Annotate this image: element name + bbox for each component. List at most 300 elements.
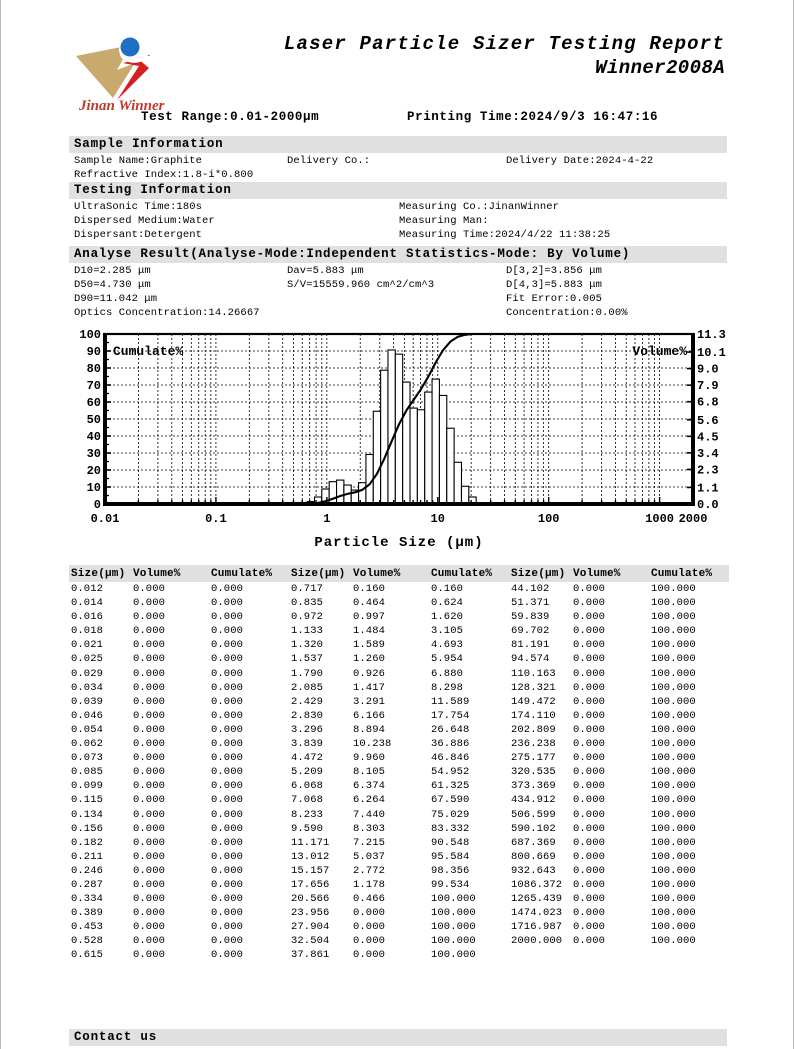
contact-us-footer: Contact us — [69, 1029, 727, 1046]
table-row — [69, 864, 729, 878]
table-cell: 590.102 — [511, 822, 556, 835]
x-axis-tick-label: 0.01 — [90, 512, 120, 526]
table-cell: 1.260 — [353, 653, 386, 666]
table-row — [69, 779, 729, 793]
table-cell: 4.472 — [291, 752, 324, 765]
table-cell: 100.000 — [651, 836, 696, 849]
table-row — [69, 878, 729, 892]
optics-concentration-value: Optics Concentration:14.26667 — [74, 307, 260, 319]
table-cell: 37.861 — [291, 949, 330, 962]
table-row — [69, 596, 729, 610]
right-axis-tick-label: 3.4 — [697, 446, 719, 461]
table-cell: 0.000 — [211, 695, 244, 708]
table-cell: 0.287 — [71, 878, 104, 891]
delivery-co: Delivery Co.: — [287, 155, 371, 167]
table-cell: 1086.372 — [511, 878, 563, 891]
table-cell: 0.000 — [133, 836, 166, 849]
table-cell: 0.018 — [71, 625, 104, 638]
table-cell: 0.000 — [133, 878, 166, 891]
ultrasonic-time: UltraSonic Time:180s — [74, 201, 203, 213]
table-cell: 0.000 — [211, 850, 244, 863]
table-cell: 0.000 — [133, 766, 166, 779]
table-cell: 0.000 — [133, 653, 166, 666]
table-cell: 100.000 — [651, 667, 696, 680]
table-cell: 100.000 — [651, 808, 696, 821]
table-cell: 5.954 — [431, 653, 464, 666]
table-row — [69, 681, 729, 695]
histogram-bar — [337, 480, 344, 504]
table-row — [69, 624, 729, 638]
table-cell: 0.000 — [573, 907, 606, 920]
table-cell: 6.880 — [431, 667, 464, 680]
table-cell: 0.000 — [211, 864, 244, 877]
report-title — [284, 32, 725, 80]
right-axis-tick-label: 2.3 — [697, 463, 719, 478]
table-row — [69, 850, 729, 864]
table-cell: 0.615 — [71, 949, 104, 962]
left-axis-tick-label: 100 — [79, 328, 101, 342]
table-cell: 100.000 — [651, 935, 696, 948]
table-cell: 15.157 — [291, 864, 330, 877]
table-cell: 0.000 — [353, 921, 386, 934]
table-cell: 0.000 — [573, 822, 606, 835]
cumulate-series-label: Cumulate% — [113, 344, 184, 359]
right-axis-tick-label: 11.3 — [697, 328, 726, 342]
table-row — [69, 723, 729, 737]
table-cell: 100.000 — [651, 695, 696, 708]
table-cell: 0.000 — [573, 935, 606, 948]
table-cell: 0.000 — [211, 836, 244, 849]
x-axis-tick-label: 10 — [430, 512, 445, 526]
table-column-header: Cumulate% — [649, 565, 729, 582]
table-cell: 3.291 — [353, 695, 386, 708]
table-cell: 0.246 — [71, 864, 104, 877]
table-cell: 17.754 — [431, 709, 470, 722]
table-cell: 100.000 — [651, 597, 696, 610]
table-cell: 0.624 — [431, 597, 464, 610]
table-cell: 36.886 — [431, 738, 470, 751]
table-cell: 0.160 — [431, 583, 464, 595]
table-cell: 1.537 — [291, 653, 324, 666]
table-row — [69, 709, 729, 723]
table-row — [69, 638, 729, 652]
table-cell: 100.000 — [651, 893, 696, 906]
table-cell: 100.000 — [651, 738, 696, 751]
table-cell: 100.000 — [431, 935, 476, 948]
table-row — [69, 667, 729, 681]
left-axis-tick-label: 90 — [86, 345, 101, 359]
sample-name: Sample Name:Graphite — [74, 155, 203, 167]
concentration-value: Concentration:0.00% — [506, 307, 628, 319]
table-cell: 0.016 — [71, 611, 104, 624]
table-cell: 2.085 — [291, 681, 324, 694]
table-cell: 100.000 — [651, 822, 696, 835]
table-cell: 0.000 — [573, 653, 606, 666]
table-row — [69, 934, 729, 948]
chart-canvas — [69, 328, 727, 550]
left-axis-tick-label: 30 — [86, 447, 101, 461]
left-axis-tick-label: 0 — [93, 498, 101, 512]
dispersed-medium: Dispersed Medium:Water — [74, 215, 215, 227]
right-axis-tick-label: 5.6 — [697, 413, 719, 428]
table-cell: 100.000 — [651, 723, 696, 736]
x-axis-tick-label: 1000 — [645, 512, 675, 526]
table-cell: 0.000 — [573, 752, 606, 765]
sample-information-body — [69, 153, 727, 182]
testing-information-heading: Testing Information — [69, 182, 727, 199]
left-axis-tick-label: 10 — [86, 481, 101, 495]
d90-value: D90=11.042 μm — [74, 293, 158, 305]
dispersant: Dispersant:Detergent — [74, 229, 203, 241]
table-cell: 0.014 — [71, 597, 104, 610]
table-cell: 0.073 — [71, 752, 104, 765]
table-cell: 0.000 — [133, 583, 166, 595]
histogram-bar — [461, 486, 468, 504]
table-cell: 0.972 — [291, 611, 324, 624]
table-cell: 0.134 — [71, 808, 104, 821]
table-cell: 1.484 — [353, 625, 386, 638]
table-cell: 100.000 — [651, 681, 696, 694]
fit-error-value: Fit Error:0.005 — [506, 293, 603, 305]
table-cell: 100.000 — [431, 907, 476, 920]
table-cell: 0.211 — [71, 850, 104, 863]
table-cell: 9.960 — [353, 752, 386, 765]
table-cell: 69.702 — [511, 625, 550, 638]
table-cell: 0.466 — [353, 893, 386, 906]
table-cell: 0.000 — [211, 780, 244, 793]
table-cell: 0.000 — [353, 907, 386, 920]
table-cell: 1.790 — [291, 667, 324, 680]
table-cell: 1.589 — [353, 639, 386, 652]
table-cell: 0.000 — [133, 723, 166, 736]
table-cell: 32.504 — [291, 935, 330, 948]
measuring-time: Measuring Time:2024/4/22 11:38:25 — [399, 229, 611, 241]
table-cell: 95.584 — [431, 850, 470, 863]
report-title-line1: Laser Particle Sizer Testing Report — [283, 33, 725, 55]
table-cell: 687.369 — [511, 836, 556, 849]
analyse-result-heading: Analyse Result(Analyse-Mode:Independent Statistics-Mode: By Volume) — [69, 246, 727, 263]
table-column-header: Size(μm) — [289, 565, 351, 582]
table-cell: 0.156 — [71, 822, 104, 835]
table-cell: 0.000 — [573, 836, 606, 849]
table-column-header: Cumulate% — [429, 565, 509, 582]
table-column-header: Cumulate% — [209, 565, 289, 582]
table-cell: 0.000 — [573, 681, 606, 694]
table-cell: 2000.000 — [511, 935, 563, 948]
printing-time-value: Printing Time:2024/9/3 16:47:16 — [407, 110, 659, 124]
table-cell: 1716.987 — [511, 921, 563, 934]
table-cell: 100.000 — [651, 794, 696, 807]
table-cell: 1474.023 — [511, 907, 563, 920]
particle-size-distribution-chart — [69, 328, 727, 553]
table-cell — [571, 948, 649, 962]
table-cell: 44.102 — [511, 583, 550, 595]
table-cell: 8.894 — [353, 723, 386, 736]
table-cell: 0.000 — [133, 695, 166, 708]
table-cell: 0.000 — [133, 611, 166, 624]
table-cell: 7.440 — [353, 808, 386, 821]
table-cell: 9.590 — [291, 822, 324, 835]
table-cell: 0.000 — [133, 907, 166, 920]
table-cell: 0.000 — [573, 794, 606, 807]
table-cell: 27.904 — [291, 921, 330, 934]
table-cell: 0.997 — [353, 611, 386, 624]
table-cell: 100.000 — [651, 709, 696, 722]
table-cell: 61.325 — [431, 780, 470, 793]
table-row — [69, 892, 729, 906]
right-axis-tick-label: 0.0 — [697, 498, 719, 512]
table-cell: 0.000 — [211, 611, 244, 624]
histogram-bar — [410, 408, 417, 504]
table-cell: 0.000 — [573, 709, 606, 722]
measuring-man: Measuring Man: — [399, 215, 489, 227]
table-cell: 0.000 — [573, 667, 606, 680]
right-axis-tick-label: 7.9 — [697, 379, 719, 394]
table-cell: 100.000 — [651, 752, 696, 765]
table-cell: 0.000 — [133, 709, 166, 722]
table-cell: 0.000 — [573, 611, 606, 624]
table-cell: 100.000 — [651, 625, 696, 638]
table-cell: 0.000 — [573, 723, 606, 736]
table-cell: 0.099 — [71, 780, 104, 793]
table-row — [69, 695, 729, 709]
table-cell: 7.215 — [353, 836, 386, 849]
table-cell: 54.952 — [431, 766, 470, 779]
table-cell: 0.000 — [133, 639, 166, 652]
histogram-bar — [381, 370, 388, 504]
table-cell: 100.000 — [651, 639, 696, 652]
table-cell: 8.303 — [353, 822, 386, 835]
d43-value: D[4,3]=5.883 μm — [506, 279, 603, 291]
table-cell: 0.000 — [573, 597, 606, 610]
table-cell: 100.000 — [651, 850, 696, 863]
table-cell: 100.000 — [651, 921, 696, 934]
right-axis-tick-label: 6.8 — [697, 395, 719, 410]
table-cell: 0.717 — [291, 583, 324, 595]
table-cell: 0.000 — [133, 949, 166, 962]
table-cell: 0.000 — [211, 808, 244, 821]
histogram-bar — [454, 462, 461, 504]
table-cell: 0.453 — [71, 921, 104, 934]
table-cell: 0.000 — [211, 893, 244, 906]
table-row — [69, 610, 729, 624]
table-cell — [509, 948, 571, 962]
table-cell: 128.321 — [511, 681, 556, 694]
table-cell: 0.000 — [573, 766, 606, 779]
table-column-header: Size(μm) — [69, 565, 131, 582]
table-cell: 6.068 — [291, 780, 324, 793]
table-cell: 0.160 — [353, 583, 386, 595]
table-cell: 0.000 — [573, 695, 606, 708]
histogram-bar — [439, 395, 446, 504]
table-cell: 0.000 — [133, 597, 166, 610]
table-cell: 0.000 — [211, 794, 244, 807]
table-cell: 1265.439 — [511, 893, 563, 906]
table-cell: 0.000 — [573, 738, 606, 751]
table-cell: 0.062 — [71, 738, 104, 751]
table-cell: 0.000 — [211, 723, 244, 736]
table-cell: 100.000 — [651, 780, 696, 793]
table-cell: 3.296 — [291, 723, 324, 736]
table-cell: 0.000 — [133, 864, 166, 877]
table-cell: 0.000 — [573, 921, 606, 934]
table-cell: 0.528 — [71, 935, 104, 948]
table-cell: 6.374 — [353, 780, 386, 793]
table-cell: 0.000 — [211, 949, 244, 962]
table-cell: 46.846 — [431, 752, 470, 765]
table-row — [69, 751, 729, 765]
delivery-date: Delivery Date:2024-4-22 — [506, 155, 654, 167]
histogram-bar — [447, 428, 454, 504]
table-cell: 0.085 — [71, 766, 104, 779]
table-cell: 90.548 — [431, 836, 470, 849]
table-cell: 81.191 — [511, 639, 550, 652]
table-cell: 800.669 — [511, 850, 556, 863]
table-cell: 434.912 — [511, 794, 556, 807]
table-cell: 98.356 — [431, 864, 470, 877]
table-cell: 20.566 — [291, 893, 330, 906]
table-cell: 0.046 — [71, 709, 104, 722]
table-cell: 6.166 — [353, 709, 386, 722]
table-cell: 0.000 — [211, 653, 244, 666]
table-cell: 6.264 — [353, 794, 386, 807]
measuring-co: Measuring Co.:JinanWinner — [399, 201, 560, 213]
table-cell: 8.298 — [431, 681, 464, 694]
table-cell: 0.115 — [71, 794, 104, 807]
histogram-bar — [432, 379, 439, 504]
distribution-data-table — [69, 565, 727, 963]
table-cell: 100.000 — [651, 907, 696, 920]
table-cell: 0.000 — [133, 822, 166, 835]
table-cell: 174.110 — [511, 709, 556, 722]
table-cell: 0.000 — [133, 752, 166, 765]
table-row — [69, 652, 729, 666]
table-cell: 1.620 — [431, 611, 464, 624]
table-cell: 0.000 — [211, 639, 244, 652]
d50-value: D50=4.730 μm — [74, 279, 151, 291]
table-cell: 202.809 — [511, 723, 556, 736]
table-cell: 5.209 — [291, 766, 324, 779]
table-row — [69, 836, 729, 850]
table-cell: 320.535 — [511, 766, 556, 779]
table-cell: 0.000 — [211, 583, 244, 595]
d32-value: D[3,2]=3.856 μm — [506, 265, 603, 277]
table-cell: 0.012 — [71, 583, 104, 595]
table-cell: 83.332 — [431, 822, 470, 835]
table-cell: 1.133 — [291, 625, 324, 638]
table-cell: 0.000 — [573, 893, 606, 906]
table-cell: 0.000 — [133, 935, 166, 948]
table-cell: 3.105 — [431, 625, 464, 638]
table-cell: 100.000 — [651, 653, 696, 666]
table-cell: 0.000 — [573, 864, 606, 877]
right-axis-tick-label: 10.1 — [697, 346, 726, 361]
table-cell: 100.000 — [431, 949, 476, 962]
x-axis-tick-label: 2000 — [678, 512, 708, 526]
report-title-line2: Winner2008A — [595, 57, 725, 79]
table-cell: 0.000 — [211, 597, 244, 610]
table-cell: 0.000 — [353, 935, 386, 948]
table-cell: 0.000 — [133, 850, 166, 863]
volume-series-label: Volume% — [632, 344, 687, 359]
table-cell: 1.178 — [353, 878, 386, 891]
table-cell: 2.830 — [291, 709, 324, 722]
table-column-header: Size(μm) — [509, 565, 571, 582]
table-cell: 1.417 — [353, 681, 386, 694]
table-cell: 0.000 — [133, 780, 166, 793]
table-cell: 0.000 — [211, 878, 244, 891]
table-cell: 0.000 — [133, 893, 166, 906]
table-cell: 0.000 — [573, 780, 606, 793]
table-column-header: Volume% — [571, 565, 649, 582]
refractive-index: Refractive Index:1.8-i*0.800 — [74, 169, 254, 181]
histogram-bar — [417, 410, 424, 504]
left-axis-tick-label: 80 — [86, 362, 101, 376]
table-cell: 0.000 — [573, 625, 606, 638]
table-cell: 0.000 — [211, 709, 244, 722]
table-cell: 23.956 — [291, 907, 330, 920]
table-cell: 0.000 — [211, 681, 244, 694]
testing-information-body — [69, 199, 727, 242]
table-cell: 0.000 — [133, 667, 166, 680]
table-cell: 275.177 — [511, 752, 556, 765]
table-cell: 0.000 — [211, 822, 244, 835]
table-cell: 100.000 — [651, 583, 696, 595]
table-cell: 8.233 — [291, 808, 324, 821]
histogram-bar — [425, 392, 432, 504]
table-cell: 59.839 — [511, 611, 550, 624]
table-cell: 100.000 — [651, 878, 696, 891]
table-cell: 0.000 — [211, 921, 244, 934]
table-cell: 51.371 — [511, 597, 550, 610]
table-cell: 7.068 — [291, 794, 324, 807]
table-cell: 0.029 — [71, 667, 104, 680]
table-cell: 11.171 — [291, 836, 330, 849]
table-cell: 100.000 — [651, 766, 696, 779]
chart-group — [79, 328, 725, 550]
analyse-result-body — [69, 263, 727, 320]
table-row — [69, 793, 729, 807]
table-cell: 0.000 — [211, 752, 244, 765]
table-row — [69, 906, 729, 920]
table-cell: 0.000 — [211, 738, 244, 751]
table-cell: 0.000 — [133, 921, 166, 934]
left-axis-tick-label: 60 — [86, 396, 101, 410]
table-cell: 0.000 — [211, 907, 244, 920]
table-row — [69, 822, 729, 836]
table-column-header: Volume% — [131, 565, 209, 582]
table-cell: 100.000 — [431, 893, 476, 906]
table-cell: 94.574 — [511, 653, 550, 666]
table-cell: 67.590 — [431, 794, 470, 807]
x-axis-tick-label: 1 — [323, 512, 331, 526]
table-cell: 4.693 — [431, 639, 464, 652]
histogram-bar — [388, 350, 395, 504]
table-cell: 149.472 — [511, 695, 556, 708]
table-cell: 0.389 — [71, 907, 104, 920]
left-axis-tick-label: 40 — [86, 430, 101, 444]
table-row — [69, 808, 729, 822]
table-cell: 99.534 — [431, 878, 470, 891]
table-column-header: Volume% — [351, 565, 429, 582]
table-cell: 0.926 — [353, 667, 386, 680]
table-cell: 26.648 — [431, 723, 470, 736]
histogram-bar — [403, 382, 410, 504]
table-cell: 11.589 — [431, 695, 470, 708]
table-cell: 0.000 — [211, 625, 244, 638]
table-cell: 506.599 — [511, 808, 556, 821]
table-cell: 0.000 — [573, 808, 606, 821]
